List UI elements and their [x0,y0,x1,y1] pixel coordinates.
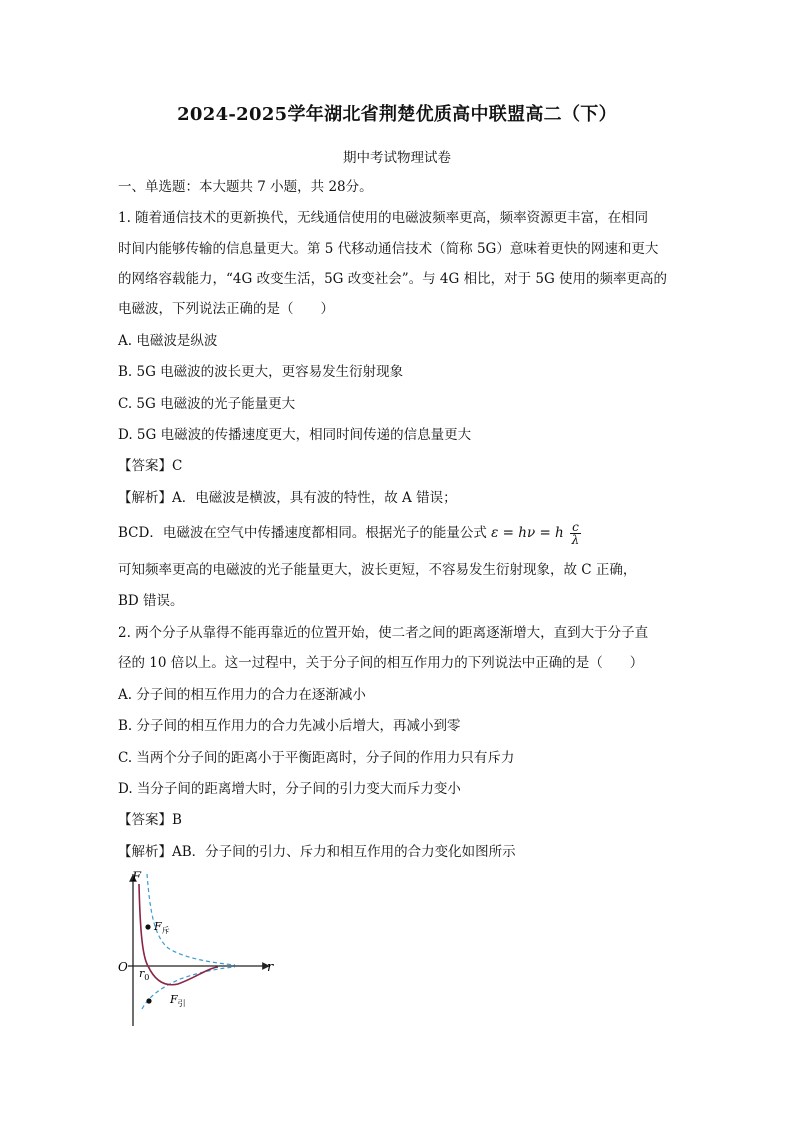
exam-subtitle: 期中考试物理试卷 [343,150,451,166]
q2-option-c: C. 当两个分子间的距离小于平衡距离时，分子间的作用力只有斥力 [118,750,515,766]
q1-option-b: B. 5G 电磁波的波长更大，更容易发生衍射现象 [118,364,404,380]
q1-option-c: C. 5G 电磁波的光子能量更大 [118,396,296,412]
q1-option-d: D. 5G 电磁波的传播速度更大，相同时间传递的信息量更大 [118,427,472,443]
r0-label: $r_0$ [139,967,150,982]
section-heading: 一、单选题：本大题共 7 小题，共 28分。 [118,179,373,195]
molecular-force-figure [110,866,290,1031]
repulsive-label: $F_斥$ [154,920,170,935]
q2-option-b: B. 分子间的相互作用力的合力先减小后增大，再减小到零 [118,718,461,734]
attractive-point [146,998,151,1003]
q1-analysis-line-1: 【解析】A．电磁波是横波，具有波的特性，故 A 错误； [118,490,457,506]
q1-stem-line-1: 1. 随着通信技术的更新换代，无线通信使用的电磁波频率更高，频率资源更丰富，在相同 [118,210,649,226]
net-force-curve [139,884,218,985]
repulsive-point [145,924,150,929]
q1-stem-line-2: 时间内能够传输的信息量更大。第 5 代移动通信技术（简称 5G）意味着更快的网速和更大 [118,241,659,257]
q1-option-a: A. 电磁波是纵波 [118,333,218,349]
exam-title: 2024-2025学年湖北省荆楚优质高中联盟高二（下） [177,104,617,125]
attractive-force-curve [142,967,235,1009]
q2-option-d: D. 当分子间的距离增大时，分子间的引力变大而斥力变小 [118,781,461,797]
formula-numerator: c [572,520,579,534]
q1-stem-line-4: 电磁波，下列说法正确的是（ ） [118,301,334,317]
q1-analysis-line-2 [118,521,678,546]
photon-energy-formula: ε = hν = h [491,525,564,541]
q2-answer: 【答案】B [118,812,182,828]
y-axis-label: F [132,870,142,885]
q2-stem-line-2: 径的 10 倍以上。这一过程中，关于分子间的相互作用力的下列说法中正确的是（ ） [118,655,644,671]
formula-denominator: λ [571,533,580,547]
x-axis-label: r [267,960,274,975]
q1-answer: 【答案】C [118,458,183,474]
q2-analysis-line-1: 【解析】AB．分子间的引力、斥力和相互作用的合力变化如图所示 [118,844,516,860]
q2-option-a: A. 分子间的相互作用力的合力在逐渐减小 [118,687,366,703]
attractive-label: $F_引$ [170,993,186,1008]
formula-fraction [570,521,581,546]
origin-label: O [118,960,128,974]
q1-stem-line-3: 的网络容载能力，“4G 改变生活，5G 改变社会”。与 4G 相比，对于 5G 使用的频率更高的 [118,271,668,287]
q2-stem-line-1: 2. 两个分子从靠得不能再靠近的位置开始，使二者之间的距离逐渐增大，直到大于分子直 [118,625,649,641]
q1-analysis-line-3: 可知频率更高的电磁波的光子能量更大，波长更短，不容易发生衍射现象，故 C 正确， [118,562,637,578]
q1-analysis-text: BCD．电磁波在空气中传播速度都相同。根据光子的能量公式 [118,525,487,541]
q1-analysis-line-4: BD 错误。 [118,593,184,609]
